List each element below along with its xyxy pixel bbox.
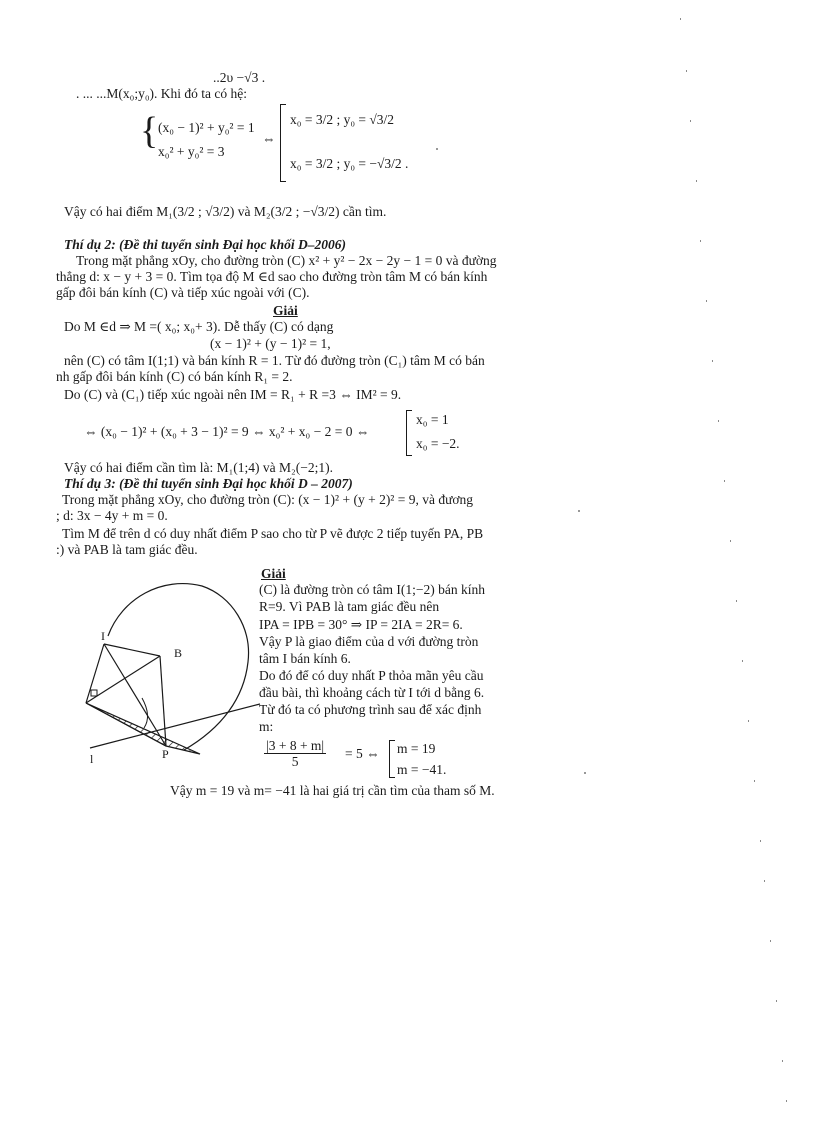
example3-sol3: IPA = IPB = 30° ⇒ IP = 2IA = 2R= 6. [259, 617, 463, 632]
m-bracket [389, 740, 395, 778]
example2-sol1: Do M ∈d ⇒ M =( x₀; x₀+ 3). Dễ thấy (C) có dạng [64, 319, 334, 334]
iff-symbol: ⇔ [262, 131, 276, 146]
tangent-figure [82, 578, 262, 778]
example3-para1: Trong mặt phẳng xOy, cho đường tròn (C): (x − 1)² + (y + 2)² = 9, và đương [62, 492, 474, 507]
example2-sol3: nên (C) có tâm I(1;1) và bán kính R = 1. Từ đó đường tròn (C₁) tâm M có bán [64, 353, 485, 368]
m-root1: m = 19 [397, 741, 436, 756]
fraction-numerator: |3 + 8 + m| [266, 738, 325, 753]
example3-sol6: Do đó để có duy nhất P thỏa mãn yêu cầu [259, 668, 484, 683]
scan-edge-noise [660, 10, 816, 1120]
label-d: l [90, 752, 94, 766]
label-I: I [101, 629, 105, 643]
system-result2: x₀ = 3/2 ; y₀ = −√3/2 . [290, 156, 409, 171]
label-P: P [162, 747, 169, 761]
scan-speck [584, 772, 586, 774]
example2-bracket [406, 410, 412, 456]
system-brace: { [140, 110, 159, 152]
example3-sol2: R=9. Vì PAB là tam giác đều nên [259, 599, 440, 614]
solution-bracket [280, 104, 286, 182]
example3-sol5: tâm I bán kính 6. [259, 651, 351, 666]
angle-arc [142, 698, 148, 728]
example3-sol1: (C) là đường tròn có tâm I(1;−2) bán kính [259, 582, 486, 597]
hatched-region [86, 703, 200, 754]
fraction-denominator: 5 [291, 754, 299, 769]
header-fragment: ..2υ −√3 . [213, 70, 266, 85]
distance-fraction [264, 738, 326, 769]
example3-para4: :) và PAB là tam giác đều. [56, 542, 198, 557]
m-root2: m = −41. [397, 762, 447, 777]
segment-IP [104, 644, 166, 746]
equation-rest: = 5 ⇔ [345, 746, 380, 761]
segment-IB [104, 644, 160, 656]
conclusion-1: Vậy có hai điểm M₁(3/2 ; √3/2) và M₂(3/2 ; −√3/2) cần tìm. [64, 204, 387, 219]
example2-root2: x₀ = −2. [416, 436, 460, 451]
intro-line: . ... ...M(x₀;y₀). Khi đó ta có hệ: [76, 86, 248, 101]
example3-sol4: Vậy P là giao điểm của d với đường tròn [259, 634, 479, 649]
segment-AP [86, 703, 166, 746]
example3-para2: ; d: 3x − 4y + m = 0. [56, 508, 168, 523]
system-result1: x₀ = 3/2 ; y₀ = √3/2 [290, 112, 395, 127]
example3-title: Thí dụ 3: (Đề thi tuyển sinh Đại học khối D – 2007) [64, 476, 353, 491]
segment-IA [86, 644, 104, 703]
example2-title: Thí dụ 2: (Đề thi tuyển sinh Đại học khối D–2006) [64, 237, 347, 252]
example3-sol9: m: [259, 719, 274, 734]
segment-BP [160, 656, 166, 746]
line-d [90, 704, 260, 748]
example2-para2: thẳng d: x − y + 3 = 0. Tìm tọa độ M ∈d sao cho đường tròn tâm M có bán kính [56, 269, 488, 284]
example2-eq: ⇔ (x₀ − 1)² + (x₀ + 3 − 1)² = 9 ⇔ x₀² + x₀ − 2 = 0 ⇔ [84, 424, 370, 439]
example3-sol7: đầu bài, thì khoảng cách từ I tới d bằng 6. [259, 685, 485, 700]
label-B: B [174, 646, 183, 660]
example2-para3: gấp đôi bán kính (C) và tiếp xúc ngoài với (C). [56, 285, 310, 300]
example2-solution-heading: Giải [273, 303, 298, 318]
example2-para1: Trong mặt phẳng xOy, cho đường tròn (C) x² + y² − 2x − 2y − 1 = 0 và đường [76, 253, 497, 268]
example2-root1: x₀ = 1 [416, 412, 449, 427]
system-eq1: (x₀ − 1)² + y₀² = 1 [158, 120, 255, 135]
example2-sol2: (x − 1)² + (y − 1)² = 1, [210, 336, 331, 351]
example2-conclusion: Vậy có hai điểm cần tìm là: M₁(1;4) và M₂(−2;1). [64, 460, 333, 475]
right-angle-mark [91, 690, 97, 696]
example3-conclusion: Vậy m = 19 và m= −41 là hai giá trị cần tìm của tham số M. [170, 783, 495, 798]
example2-sol5: Do (C) và (C₁) tiếp xúc ngoài nên IM = R₁ + R =3 ⇔ IM² = 9. [64, 387, 402, 402]
example3-sol8: Từ đó ta có phương trình sau để xác định [259, 702, 482, 717]
system-eq2: x₀² + y₀² = 3 [158, 144, 225, 159]
example3-para3: Tìm M để trên d có duy nhất điểm P sao cho từ P vẽ được 2 tiếp tuyến PA, PB [62, 526, 484, 541]
example2-sol4: nh gấp đôi bán kính (C) có bán kính R₁ = 2. [56, 369, 293, 384]
scan-speck [578, 510, 580, 512]
example3-solution-heading: Giải [261, 566, 286, 581]
scan-speck [436, 148, 438, 150]
